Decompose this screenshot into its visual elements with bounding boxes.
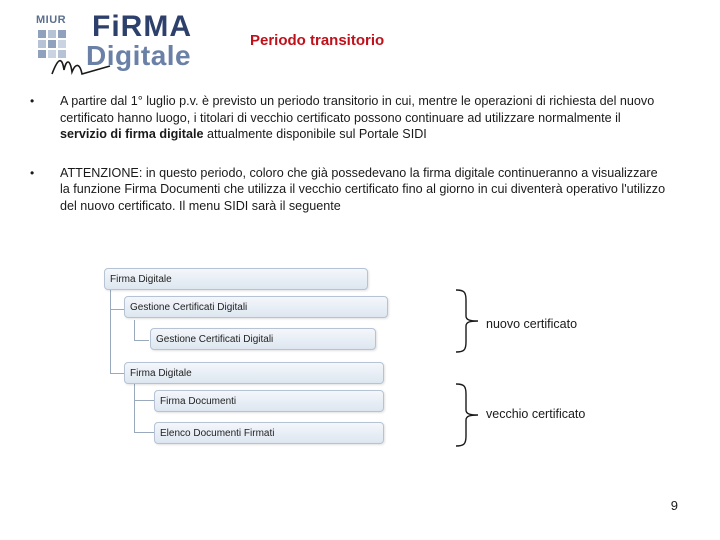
sidi-menu-tree: [100, 266, 400, 456]
bullet-list: [30, 93, 670, 236]
menu-item-gestione-certificati-sub[interactable]: Gestione Certificati Digitali: [150, 328, 376, 350]
brace-icon: [452, 288, 482, 354]
slide-title: Periodo transitorio: [250, 32, 385, 49]
bullet-text: ATTENZIONE: in questo periodo, coloro che già possedevano la firma digitale continueranno a visualizzare la funzione Firma Documenti che utilizza il vecchio certificato fino al giorno in cui diventerà operativo l'utilizzo del nuovo certificato. Il menu SIDI sarà il seguente: [60, 165, 666, 213]
menu-item-firma-digitale[interactable]: Firma Digitale: [104, 268, 368, 290]
brace-label-old: vecchio certificato: [486, 407, 586, 421]
signature-icon: [50, 52, 120, 78]
menu-item-firma-documenti[interactable]: Firma Documenti: [154, 390, 384, 412]
logo-digitale-text: Digitale: [86, 40, 192, 71]
bullet-text: A partire dal 1° luglio p.v. è previsto un periodo transitorio in cui, mentre le operazioni di richiesta del nuovo certificato hanno luogo, i titolari di vecchio certificato possono continuare ad utilizzare normalmente il: [60, 94, 655, 125]
menu-item-firma-digitale-2[interactable]: Firma Digitale: [124, 362, 384, 384]
miur-label: MIUR: [36, 14, 67, 26]
bullet-item: [30, 165, 670, 215]
bullet-text-end: attualmente disponibile sul Portale SIDI: [203, 127, 427, 141]
bullet-item: [30, 93, 670, 143]
brace-label-new: nuovo certificato: [486, 317, 578, 331]
bullet-marker: •: [30, 94, 35, 108]
brace-icon: [452, 382, 482, 448]
menu-item-elenco-documenti[interactable]: Elenco Documenti Firmati: [154, 422, 384, 444]
page-number: 9: [670, 498, 678, 513]
logo-firma-text: FiRMA: [92, 10, 192, 43]
menu-item-gestione-certificati[interactable]: Gestione Certificati Digitali: [124, 296, 388, 318]
firma-digitale-logo: [36, 12, 222, 78]
bullet-marker: •: [30, 165, 35, 180]
bullet-bold-text: servizio di firma digitale: [60, 127, 204, 141]
